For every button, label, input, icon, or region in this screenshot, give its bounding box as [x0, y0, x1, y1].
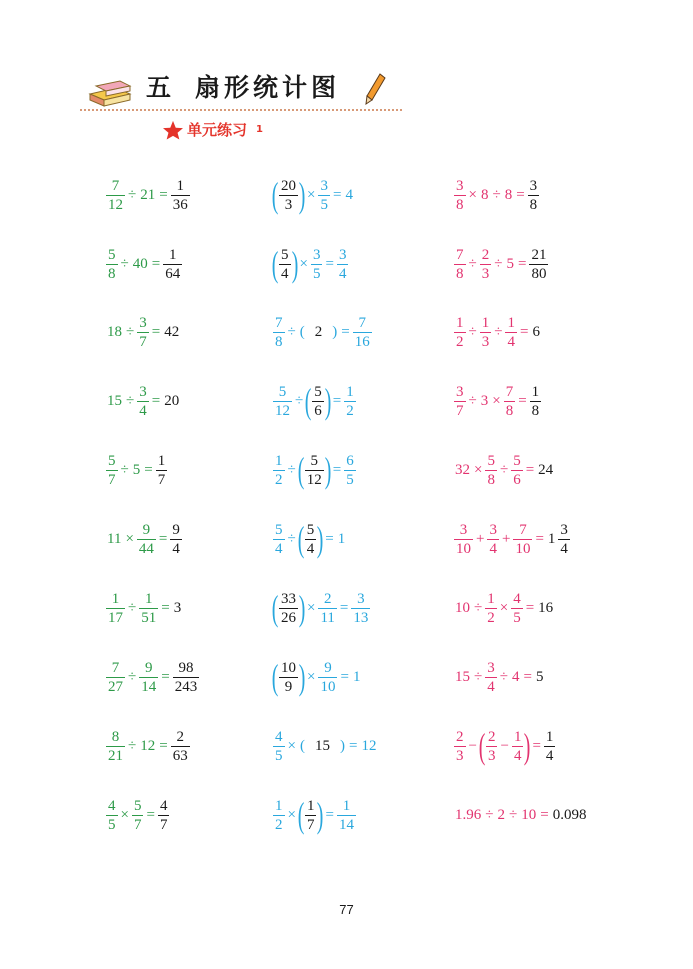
- fraction: $\frac{3}{5}$: [320, 177, 328, 213]
- operator: ÷: [128, 599, 137, 616]
- answer: 0.098: [552, 806, 587, 823]
- operator: ×: [287, 737, 296, 754]
- right-paren: ): [339, 737, 345, 754]
- answer-fraction: $\frac{2}{63}$: [172, 728, 188, 764]
- problem-5b: [272, 445, 357, 495]
- equals-sign: =: [523, 668, 532, 685]
- equals-sign: =: [325, 806, 334, 823]
- number: 40: [132, 255, 148, 272]
- equals-sign: =: [146, 806, 155, 823]
- problem-9b: [272, 721, 378, 771]
- operator: ÷: [499, 668, 508, 685]
- answer-fraction: $\frac{9}{4}$: [172, 521, 180, 557]
- header-divider: [80, 109, 402, 111]
- operator: ÷: [126, 392, 135, 409]
- answer-fraction: $\frac{5}{4}$: [281, 246, 289, 282]
- operator: ÷: [128, 186, 137, 203]
- right-paren: ): [317, 795, 324, 835]
- fraction: $\frac{5}{4}$: [275, 521, 283, 557]
- right-paren: ): [298, 588, 306, 628]
- fraction: $\frac{5}{12}$: [275, 383, 290, 419]
- fraction: $\frac{2}{3}$: [456, 728, 464, 764]
- fraction: $\frac{1}{17}$: [108, 590, 123, 626]
- answer: 5: [535, 668, 544, 685]
- operator: ÷: [287, 530, 296, 547]
- section-heading: [162, 119, 263, 140]
- operator: ×: [125, 530, 134, 547]
- left-paren: (: [297, 519, 305, 559]
- fraction: $\frac{9}{44}$: [138, 521, 154, 557]
- operator: ÷: [120, 461, 129, 478]
- answer-fraction: $\frac{1}{4}$: [545, 728, 554, 764]
- number: 1.96: [455, 806, 482, 823]
- operator: ÷: [492, 186, 501, 203]
- operator: ×: [499, 599, 509, 616]
- operator: −: [468, 737, 477, 754]
- section-label: 单元练习: [187, 121, 248, 139]
- equals-sign: =: [535, 530, 544, 547]
- answer: 15: [314, 737, 330, 754]
- problem-2a: [105, 239, 183, 289]
- fraction: $\frac{7}{8}$: [456, 246, 464, 282]
- equals-sign: =: [525, 599, 535, 616]
- fraction: $\frac{4}{5}$: [275, 728, 283, 764]
- equals-sign: =: [144, 461, 153, 478]
- problem-2b: [272, 239, 349, 289]
- result: 1: [337, 530, 346, 547]
- number: 5: [506, 255, 514, 272]
- equals-sign: =: [159, 737, 168, 754]
- left-paren: (: [271, 588, 279, 628]
- fraction: $\frac{1}{2}$: [456, 314, 464, 350]
- number: 3: [480, 392, 489, 409]
- fraction: $\frac{3}{4}$: [487, 659, 495, 695]
- problem-6b: [272, 514, 347, 564]
- answer: 6: [532, 323, 540, 340]
- result-fraction: $\frac{1}{14}$: [338, 797, 354, 833]
- operator: ×: [307, 668, 316, 685]
- operator: ÷: [468, 255, 477, 272]
- operator: ÷: [287, 461, 296, 478]
- equals-sign: =: [151, 323, 161, 340]
- equals-sign: =: [325, 530, 334, 547]
- operator: ×: [492, 392, 501, 409]
- equals-sign: =: [332, 392, 342, 409]
- fraction-part: $\frac{3}{4}$: [560, 521, 568, 557]
- number: 8: [480, 186, 489, 203]
- problem-7a: [105, 583, 183, 633]
- equals-sign: =: [517, 255, 527, 272]
- fraction: $\frac{7}{27}$: [108, 659, 123, 695]
- problem-6a: [105, 514, 183, 564]
- fraction: $\frac{4}{5}$: [513, 590, 521, 626]
- operator: ÷: [474, 599, 483, 616]
- number: 18: [107, 323, 122, 340]
- equals-sign: =: [325, 255, 334, 272]
- equals-sign: =: [525, 461, 535, 478]
- operator: ×: [468, 186, 477, 203]
- number: 8: [504, 186, 513, 203]
- result-fraction: $\frac{3}{4}$: [338, 246, 347, 282]
- fraction: $\frac{5}{7}$: [133, 797, 142, 833]
- result: 1: [352, 668, 361, 685]
- fraction: $\frac{5}{8}$: [108, 246, 116, 282]
- problem-7c: [453, 583, 555, 633]
- fraction: $\frac{3}{4}$: [489, 521, 497, 557]
- equals-sign: =: [532, 737, 541, 754]
- right-paren: ): [324, 381, 332, 421]
- problem-7b: [272, 583, 371, 633]
- fraction: $\frac{7}{10}$: [515, 521, 531, 557]
- answer-fraction: $\frac{33}{26}$: [281, 590, 296, 626]
- fraction: $\frac{3}{7}$: [139, 314, 147, 350]
- number: 12: [140, 737, 156, 754]
- problem-1a: [105, 170, 191, 220]
- left-paren: (: [299, 737, 305, 754]
- chapter-title: 扇形统计图: [195, 73, 341, 102]
- equals-sign: =: [516, 186, 525, 203]
- answer-fraction: $\frac{98}{243}$: [174, 659, 198, 695]
- problem-1b: [272, 170, 355, 220]
- answer-fraction: $\frac{20}{3}$: [281, 177, 296, 213]
- answer-fraction: $\frac{3}{8}$: [529, 177, 538, 213]
- equals-sign: =: [519, 323, 529, 340]
- equals-sign: =: [161, 599, 170, 616]
- fraction: $\frac{1}{51}$: [141, 590, 157, 626]
- problem-3a: [105, 307, 181, 357]
- fraction: $\frac{3}{10}$: [456, 521, 471, 557]
- number: 5: [132, 461, 141, 478]
- operator: ÷: [468, 392, 477, 409]
- fraction: $\frac{5}{7}$: [108, 452, 116, 488]
- left-paren: (: [297, 450, 305, 490]
- result-fraction: $\frac{3}{13}$: [353, 590, 369, 626]
- fraction: $\frac{3}{8}$: [456, 177, 464, 213]
- right-paren: ): [298, 175, 306, 215]
- operator: +: [476, 530, 485, 547]
- operator: ÷: [474, 668, 483, 685]
- operator: ×: [307, 599, 316, 616]
- right-paren: ): [316, 519, 324, 559]
- equals-sign: =: [340, 668, 349, 685]
- fraction: $\frac{9}{10}$: [320, 659, 336, 695]
- problem-4c: [453, 376, 542, 426]
- chapter-heading: [146, 68, 340, 104]
- answer: 24: [538, 461, 554, 478]
- equals-sign: =: [518, 392, 527, 409]
- left-paren: (: [299, 323, 305, 340]
- problem-3b: [272, 307, 373, 357]
- books-icon: [86, 76, 132, 110]
- operator: ÷: [128, 737, 137, 754]
- fraction: $\frac{8}{21}$: [108, 728, 123, 764]
- fraction: $\frac{5}{6}$: [513, 452, 521, 488]
- operator: ÷: [295, 392, 304, 409]
- operator: ×: [287, 806, 296, 823]
- right-paren: ): [332, 323, 338, 340]
- operator: ÷: [508, 806, 518, 823]
- problem-8b: [272, 652, 362, 702]
- number: 4: [511, 668, 520, 685]
- result: 4: [345, 186, 353, 203]
- answer-fraction: $\frac{21}{80}$: [531, 246, 547, 282]
- left-paren: (: [271, 244, 279, 284]
- equals-sign: =: [159, 186, 168, 203]
- problem-10c: [453, 790, 588, 840]
- equals-sign: =: [348, 737, 358, 754]
- operator: ×: [299, 255, 308, 272]
- answer-fraction: $\frac{1}{7}$: [157, 452, 166, 488]
- answer-fraction: $\frac{1}{7}$: [306, 797, 315, 833]
- equals-sign: =: [341, 323, 350, 340]
- answer-fraction: $\frac{5}{4}$: [306, 521, 315, 557]
- problem-5c: [453, 445, 555, 495]
- result: 12: [361, 737, 377, 754]
- fraction: $\frac{7}{8}$: [275, 314, 283, 350]
- problem-2c: [453, 239, 549, 289]
- operator: ÷: [126, 323, 135, 340]
- operator: ÷: [494, 323, 503, 340]
- answer: 42: [164, 323, 180, 340]
- operator: ÷: [499, 461, 509, 478]
- equals-sign: =: [151, 255, 161, 272]
- problem-4a: [105, 376, 181, 426]
- operator: ÷: [494, 255, 503, 272]
- fraction: $\frac{2}{3}$: [481, 246, 490, 282]
- equals-sign: =: [540, 806, 549, 823]
- equals-sign: =: [151, 392, 161, 409]
- right-paren: ): [291, 244, 298, 284]
- problem-8a: [105, 652, 200, 702]
- chapter-header: [80, 62, 400, 114]
- fraction: $\frac{1}{2}$: [275, 452, 283, 488]
- answer-fraction: $\frac{5}{6}$: [314, 383, 322, 419]
- answer-fraction: $\frac{1}{8}$: [531, 383, 540, 419]
- problem-8c: [453, 652, 545, 702]
- operator: ÷: [287, 323, 296, 340]
- left-paren: (: [304, 381, 312, 421]
- problem-9c: [453, 721, 556, 771]
- answer-mixed-number: [546, 521, 571, 558]
- fraction: $\frac{3}{7}$: [456, 383, 464, 419]
- left-paren: (: [297, 795, 305, 835]
- fraction: $\frac{2}{3}$: [487, 728, 496, 764]
- problem-1c: [453, 170, 540, 220]
- answer: 16: [538, 599, 554, 616]
- star-icon: [162, 120, 184, 140]
- operator: ÷: [468, 323, 477, 340]
- left-paren: (: [271, 175, 279, 215]
- fraction: $\frac{1}{2}$: [275, 797, 283, 833]
- operator: +: [501, 530, 511, 547]
- number: 15: [107, 392, 122, 409]
- answer: 20: [164, 392, 180, 409]
- number: 10: [521, 806, 537, 823]
- number: 10: [455, 599, 470, 616]
- answer-fraction: $\frac{1}{36}$: [172, 177, 188, 213]
- answer: 2: [314, 323, 323, 340]
- number: 21: [140, 186, 156, 203]
- problem-5a: [105, 445, 168, 495]
- number: 11: [107, 530, 122, 547]
- result-fraction: $\frac{7}{16}$: [354, 314, 370, 350]
- operator: ×: [307, 186, 316, 203]
- right-paren: ): [524, 726, 531, 766]
- fraction: $\frac{1}{4}$: [513, 728, 522, 764]
- answer-fraction: $\frac{1}{64}$: [165, 246, 181, 282]
- fraction: $\frac{2}{11}$: [320, 590, 335, 626]
- fraction: $\frac{9}{14}$: [141, 659, 157, 695]
- fraction: $\frac{5}{8}$: [487, 452, 495, 488]
- operator: ÷: [128, 668, 137, 685]
- pencil-icon: [364, 72, 386, 106]
- fraction: $\frac{3}{5}$: [312, 246, 321, 282]
- fraction: $\frac{7}{8}$: [505, 383, 514, 419]
- left-paren: (: [271, 657, 279, 697]
- problem-9a: [105, 721, 191, 771]
- equals-sign: =: [332, 186, 342, 203]
- operator: ÷: [485, 806, 494, 823]
- equals-sign: =: [161, 668, 170, 685]
- problem-10a: [105, 790, 170, 840]
- answer-fraction: $\frac{10}{9}$: [281, 659, 296, 695]
- right-paren: ): [324, 450, 332, 490]
- fraction: $\frac{3}{4}$: [139, 383, 147, 419]
- problem-4b: [272, 376, 357, 426]
- whole-part: 1: [547, 530, 556, 547]
- section-number: 1: [256, 124, 263, 135]
- number: 2: [497, 806, 505, 823]
- number: 32: [455, 461, 470, 478]
- equals-sign: =: [332, 461, 342, 478]
- fraction: $\frac{1}{2}$: [487, 590, 495, 626]
- fraction: $\frac{4}{5}$: [108, 797, 116, 833]
- fraction: $\frac{1}{4}$: [507, 314, 515, 350]
- equals-sign: =: [339, 599, 349, 616]
- answer-fraction: $\frac{4}{7}$: [159, 797, 168, 833]
- left-paren: (: [478, 726, 486, 766]
- problem-3c: [453, 307, 542, 357]
- result-fraction: $\frac{6}{5}$: [346, 452, 354, 488]
- fraction: $\frac{1}{3}$: [481, 314, 490, 350]
- answer-fraction: $\frac{5}{12}$: [306, 452, 322, 488]
- chapter-number: 五: [146, 73, 174, 102]
- number: 15: [455, 668, 470, 685]
- problem-6c: [453, 514, 571, 564]
- problem-10b: [272, 790, 357, 840]
- operator: ×: [474, 461, 483, 478]
- operator: ×: [120, 806, 129, 823]
- equals-sign: =: [158, 530, 168, 547]
- right-paren: ): [298, 657, 306, 697]
- result-fraction: $\frac{1}{2}$: [346, 383, 354, 419]
- operator: ÷: [120, 255, 129, 272]
- operator: −: [500, 737, 509, 754]
- page-number: 77: [339, 902, 354, 917]
- answer: 3: [173, 599, 182, 616]
- fraction: $\frac{7}{12}$: [108, 177, 123, 213]
